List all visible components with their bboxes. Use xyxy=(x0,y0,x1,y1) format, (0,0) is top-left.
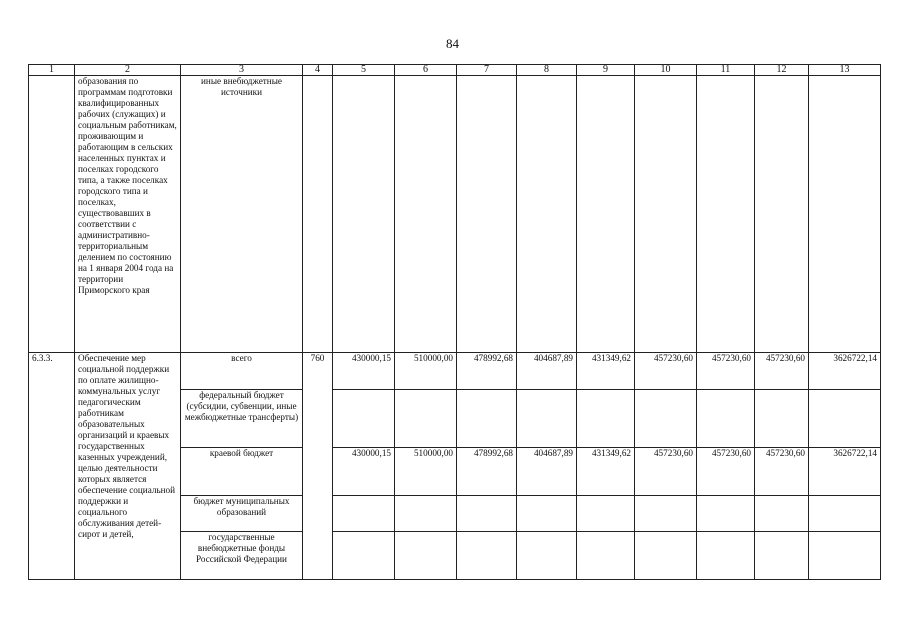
value-cell: 431349,62 xyxy=(577,448,635,496)
item-description: Обеспечение мер социальной поддержки по оплате жилищно-коммунальных услуг педагогическим работникам образовательных организаций и краевых государственных казенных учреждений, целью деятельности которых является обеспечение социальной поддержки и социального обслуживания детей-сирот и детей, xyxy=(75,353,181,580)
value-cell xyxy=(697,496,755,532)
header-cell: 12 xyxy=(755,65,809,76)
code-cell: 760 xyxy=(303,353,333,580)
value-cell xyxy=(697,532,755,580)
value-cell: 3626722,14 xyxy=(809,448,881,496)
page-number: 84 xyxy=(446,36,459,51)
empty-cell xyxy=(577,76,635,353)
value-cell: 457230,60 xyxy=(697,448,755,496)
value-cell xyxy=(457,496,517,532)
item-number xyxy=(29,76,75,353)
funding-source: государственные внебюджетные фонды Российской Федерации xyxy=(181,532,303,580)
table-row xyxy=(29,353,881,390)
continuation-row xyxy=(29,76,881,353)
value-cell xyxy=(635,532,697,580)
empty-cell xyxy=(697,76,755,353)
header-cell: 2 xyxy=(75,65,181,76)
value-cell xyxy=(333,532,395,580)
header-cell: 10 xyxy=(635,65,697,76)
funding-source: всего xyxy=(181,353,303,390)
value-cell xyxy=(517,390,577,448)
empty-cell xyxy=(457,76,517,353)
item-number: 6.3.3. xyxy=(29,353,75,580)
value-cell: 457230,60 xyxy=(755,448,809,496)
value-cell: 510000,00 xyxy=(395,353,457,390)
value-cell: 457230,60 xyxy=(697,353,755,390)
value-cell xyxy=(577,532,635,580)
header-cell: 1 xyxy=(29,65,75,76)
funding-source: бюджет муниципальных образований xyxy=(181,496,303,532)
header-cell: 4 xyxy=(303,65,333,76)
value-cell: 3626722,14 xyxy=(809,353,881,390)
value-cell xyxy=(635,496,697,532)
value-cell: 457230,60 xyxy=(635,353,697,390)
value-cell xyxy=(755,532,809,580)
funding-source: иные внебюджетные источники xyxy=(181,76,303,353)
header-row xyxy=(29,65,881,76)
funding-source: краевой бюджет xyxy=(181,448,303,496)
item-description: образования по программам подготовки квалифицированных рабочих (служащих) и социальным работникам, проживающим и работающим в сельских населенных пунктах и поселках городского типа, а также поселках городского типа и поселках, существовавших в соответствии с административно-территориальным делением по состоянию на 1 января 2004 года на территории Приморского края xyxy=(75,76,181,353)
value-cell: 457230,60 xyxy=(635,448,697,496)
value-cell: 404687,89 xyxy=(517,353,577,390)
empty-cell xyxy=(303,76,333,353)
header-cell: 7 xyxy=(457,65,517,76)
empty-cell xyxy=(635,76,697,353)
budget-table xyxy=(28,64,881,580)
value-cell xyxy=(755,496,809,532)
value-cell: 478992,68 xyxy=(457,353,517,390)
value-cell xyxy=(697,390,755,448)
value-cell xyxy=(809,390,881,448)
header-cell: 13 xyxy=(809,65,881,76)
value-cell xyxy=(395,390,457,448)
value-cell xyxy=(809,496,881,532)
value-cell xyxy=(635,390,697,448)
value-cell: 430000,15 xyxy=(333,353,395,390)
value-cell xyxy=(333,496,395,532)
value-cell xyxy=(333,390,395,448)
value-cell: 457230,60 xyxy=(755,353,809,390)
value-cell xyxy=(755,390,809,448)
value-cell xyxy=(577,496,635,532)
value-cell xyxy=(517,496,577,532)
value-cell xyxy=(577,390,635,448)
header-cell: 11 xyxy=(697,65,755,76)
empty-cell xyxy=(517,76,577,353)
value-cell xyxy=(395,532,457,580)
value-cell: 404687,89 xyxy=(517,448,577,496)
value-cell: 510000,00 xyxy=(395,448,457,496)
value-cell: 430000,15 xyxy=(333,448,395,496)
value-cell: 431349,62 xyxy=(577,353,635,390)
empty-cell xyxy=(333,76,395,353)
header-cell: 6 xyxy=(395,65,457,76)
value-cell xyxy=(809,532,881,580)
value-cell xyxy=(457,390,517,448)
empty-cell xyxy=(395,76,457,353)
header-cell: 9 xyxy=(577,65,635,76)
value-cell xyxy=(457,532,517,580)
value-cell xyxy=(395,496,457,532)
header-cell: 3 xyxy=(181,65,303,76)
header-cell: 8 xyxy=(517,65,577,76)
funding-source: федеральный бюджет (субсидии, субвенции, иные межбюджетные трансферты) xyxy=(181,390,303,448)
value-cell xyxy=(517,532,577,580)
empty-cell xyxy=(755,76,809,353)
header-cell: 5 xyxy=(333,65,395,76)
value-cell: 478992,68 xyxy=(457,448,517,496)
empty-cell xyxy=(809,76,881,353)
